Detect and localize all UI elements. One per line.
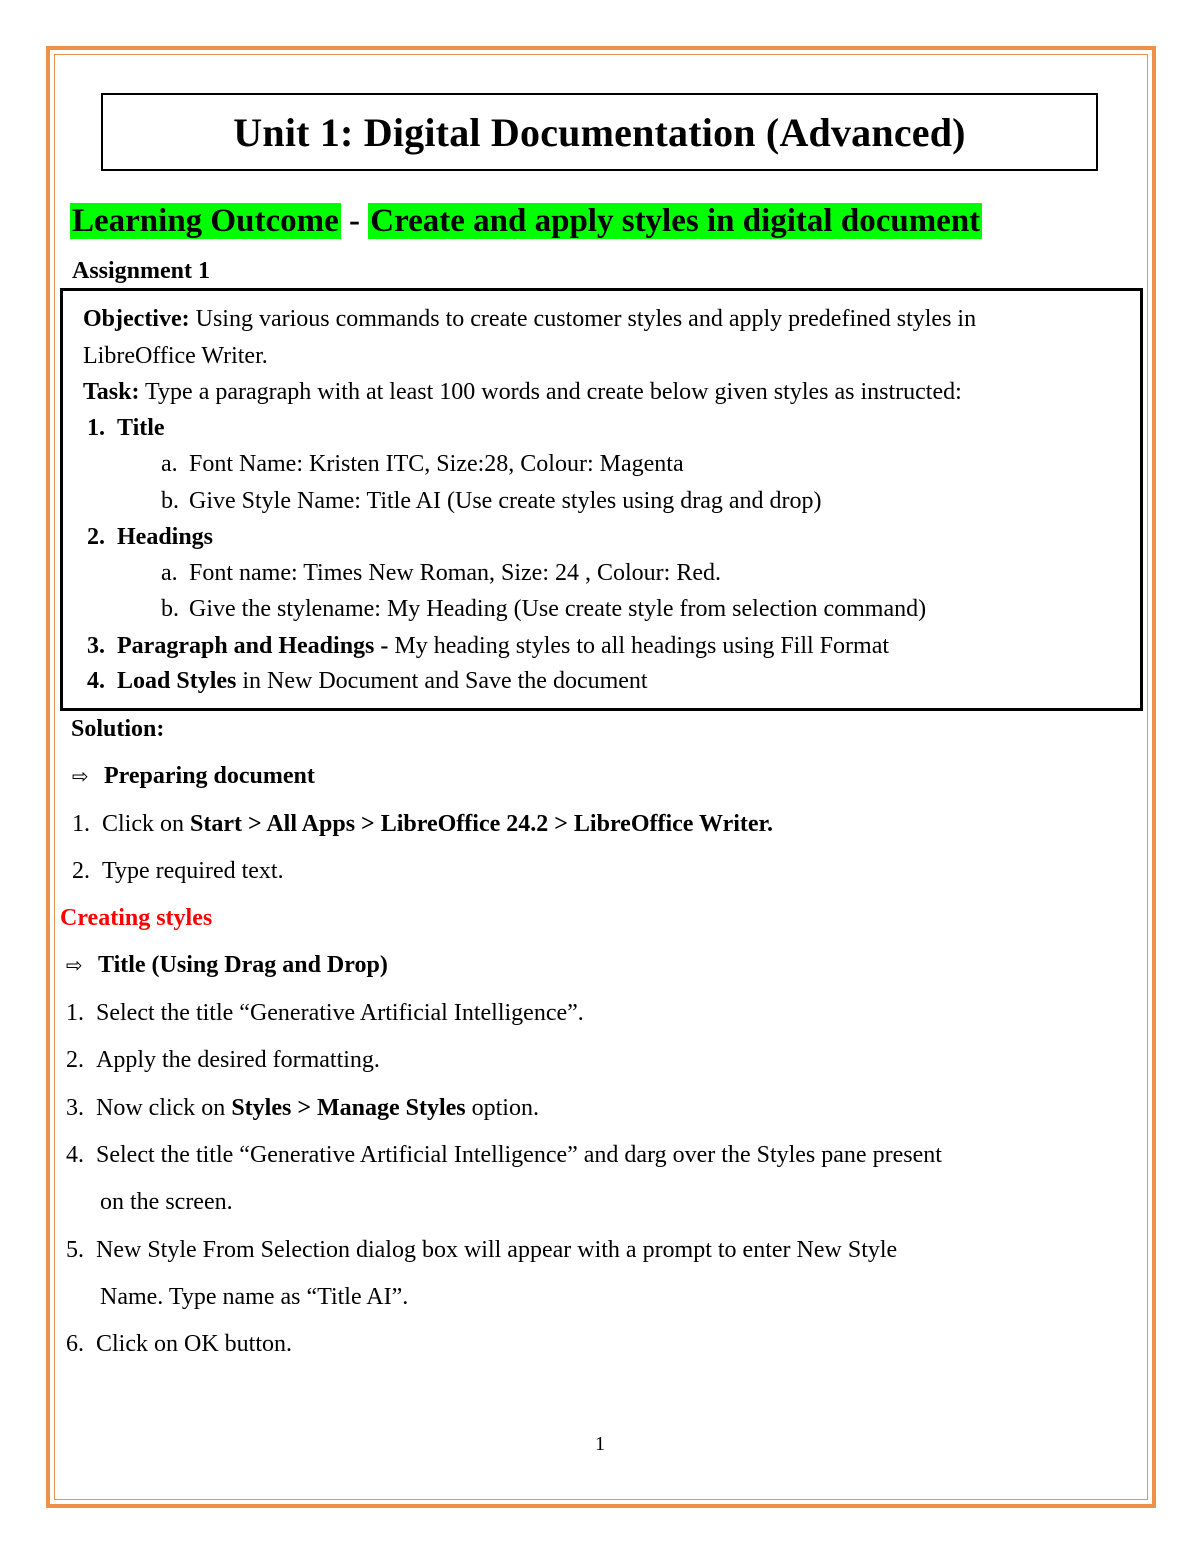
task-item-headings: [87, 522, 213, 552]
outcome-separator: -: [340, 203, 369, 239]
outcome-text: Create and apply styles in digital document: [370, 203, 981, 239]
title-section-label: Title (Using Drag and Drop): [98, 952, 388, 978]
item-label: Load Styles: [117, 668, 237, 694]
outcome-label: Learning Outcome: [72, 203, 339, 239]
step-number: 5.: [66, 1237, 84, 1263]
sub-letter: a.: [161, 560, 178, 586]
solution-heading: Solution:: [71, 716, 165, 742]
step-number: 6.: [66, 1331, 84, 1357]
step-number: 2.: [66, 1047, 84, 1073]
step-6: [66, 1329, 292, 1359]
task-item-paragraph: [87, 631, 889, 661]
objective-line-1: [83, 304, 976, 334]
arrow-right-icon: ⇨: [72, 764, 89, 788]
task-label: Task:: [83, 379, 140, 405]
step-bold: Start > All Apps > LibreOffice 24.2 > LibreOffice Writer.: [190, 811, 773, 837]
task-item-load-styles: [87, 666, 648, 696]
sub-letter: b.: [161, 596, 179, 622]
item-rest: My heading styles to all headings using Fill Format: [388, 633, 890, 659]
step-1: [66, 998, 584, 1028]
objective-text-1: Using various commands to create customer styles and apply predefined styles in: [189, 306, 977, 332]
sub-text: Give the stylename: My Heading (Use create style from selection command): [189, 596, 927, 622]
preparing-heading: [72, 761, 315, 791]
prep-step-1: [72, 809, 773, 839]
step-text-post: option.: [465, 1095, 539, 1121]
step-bold: Styles > Manage Styles: [231, 1095, 466, 1121]
step-text: Type required text.: [102, 858, 284, 884]
step-4-continued: on the screen.: [100, 1189, 233, 1215]
step-number: 4.: [66, 1142, 84, 1168]
step-text: Apply the desired formatting.: [96, 1047, 380, 1073]
sub-text: Give Style Name: Title AI (Use create styles using drag and drop): [189, 488, 822, 514]
item-number: 2.: [87, 524, 105, 550]
title-sub-b: [161, 486, 822, 516]
learning-outcome: [70, 200, 982, 242]
task-line: [83, 377, 962, 407]
step-text: Click on: [102, 811, 190, 837]
page-number: 1: [595, 1433, 605, 1455]
sub-text: Font Name: Kristen ITC, Size:28, Colour: Magenta: [189, 451, 684, 477]
step-number: 3.: [66, 1095, 84, 1121]
heading-sub-a: [161, 558, 721, 588]
sub-letter: a.: [161, 451, 178, 477]
item-label: Paragraph and Headings -: [117, 633, 389, 659]
step-number: 2.: [72, 858, 90, 884]
task-text: Type a paragraph with at least 100 words and create below given styles as instructed:: [139, 379, 962, 405]
step-4: [66, 1140, 942, 1170]
objective-line-2: LibreOffice Writer.: [83, 343, 268, 369]
item-label: Title: [117, 415, 165, 441]
task-box: [60, 288, 1143, 711]
page-title: Unit 1: Digital Documentation (Advanced): [233, 109, 966, 155]
sub-text: Font name: Times New Roman, Size: 24 , Colour: Red.: [189, 560, 721, 586]
step-5-continued: Name. Type name as “Title AI”.: [100, 1284, 409, 1310]
step-number: 1.: [72, 811, 90, 837]
step-text: Now click on: [96, 1095, 232, 1121]
assignment-heading: Assignment 1: [72, 258, 211, 284]
prep-step-2: [72, 856, 284, 886]
step-text: New Style From Selection dialog box will appear with a prompt to enter New Style: [96, 1237, 898, 1263]
item-label: Headings: [117, 524, 214, 550]
title-sub-a: [161, 449, 684, 479]
item-number: 1.: [87, 415, 105, 441]
sub-letter: b.: [161, 488, 179, 514]
title-section-heading: [66, 950, 388, 980]
preparing-label: Preparing document: [104, 763, 315, 789]
objective-label: Objective:: [83, 306, 190, 332]
title-box: [101, 93, 1098, 171]
creating-styles-heading: Creating styles: [60, 905, 213, 931]
step-2: [66, 1045, 380, 1075]
step-number: 1.: [66, 1000, 84, 1026]
step-3: [66, 1093, 539, 1123]
task-item-title: [87, 413, 165, 443]
item-number: 4.: [87, 668, 105, 694]
item-number: 3.: [87, 633, 105, 659]
arrow-right-icon: ⇨: [66, 953, 83, 977]
step-text: Select the title “Generative Artificial Intelligence” and darg over the Styles pane present: [96, 1142, 942, 1168]
item-rest: in New Document and Save the document: [236, 668, 648, 694]
step-text: Click on OK button.: [96, 1331, 292, 1357]
step-5: [66, 1235, 897, 1265]
heading-sub-b: [161, 594, 926, 624]
step-text: Select the title “Generative Artificial Intelligence”.: [96, 1000, 584, 1026]
